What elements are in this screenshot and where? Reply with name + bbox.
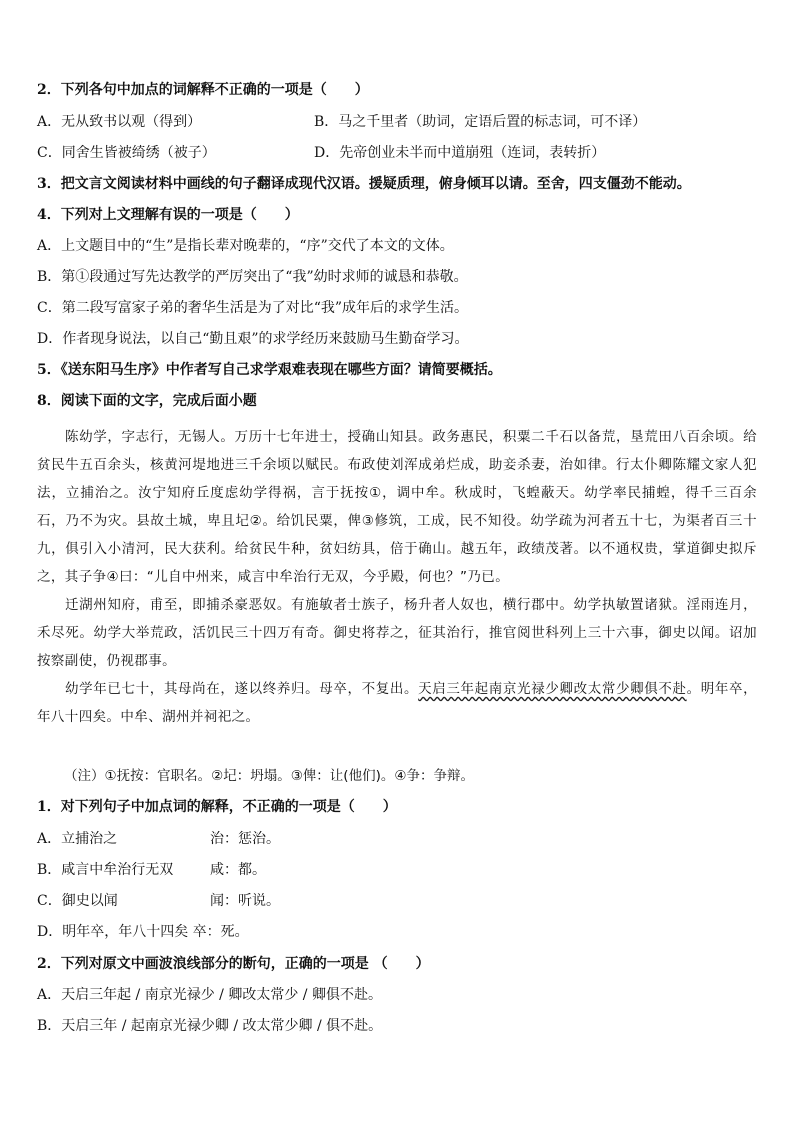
sub-question-2-stem: 2．下列对原文中画波浪线部分的断句，正确的一项是 （ ） (37, 956, 430, 972)
question-2-option-c: C．同舍生皆被绮绣（被子） (37, 145, 216, 161)
question-4-stem: 4．下列对上文理解有误的一项是（ ） (37, 207, 299, 223)
sub-question-1-option-c-text: C．御史以闻 (37, 893, 118, 909)
sub-question-1-option-a-gloss: 治：惩治。 (210, 831, 280, 847)
passage-paragraph-3-start: 幼学年已七十，其母尚在，遂以终养归。母卒，不复出。 (65, 681, 419, 697)
sub-question-1-option-c-gloss: 闻：听说。 (210, 893, 280, 909)
question-2-option-a: A．无从致书以观（得到） (37, 114, 202, 130)
reading-heading: 8．阅读下面的文字，完成后面小题 (37, 393, 257, 409)
passage-paragraph-1: 陈幼学，字志行，无锡人。万历十七年进士，授确山知县。政务惠民，积粟二千石以备荒，垦荒田八百余顷。给贫民牛五百余头，核黄河堤地进三千余顷以赋民。布政使刘浑成弟烂成，助妾杀妻，治如律。行太仆卿陈耀文家人犯法，立捕治之。汝宁知府丘度虑幼学得祸，言于抚按①，调中牟。秋成时，飞蝗蔽天。幼学率民捕蝗，得千三百余石，乃不为灾。县故土城，卑且圮②。给饥民粟，俾③修筑，工成，民不知役。幼学疏为河者五十七，为渠者百三十九，俱引入小清河，民大获利。给贫民牛种，贫妇纺具，倍于确山。越五年，政绩茂著。以不通权贵，掌道御史拟斥之，其子争④曰：“儿自中州来，咸言中牟治行无双，今乎殿，何也？”乃已。 (37, 429, 757, 585)
sub-question-1-option-d: D．明年卒，年八十四矣 卒：死。 (37, 924, 249, 940)
passage-notes: （注）①抚按：官职名。②圮：坍塌。③俾：让(他们)。④争：争辩。 (64, 768, 474, 784)
question-4-option-c: C．第二段写富家子弟的奢华生活是为了对比“我”成年后的求学生活。 (37, 300, 469, 316)
question-5-stem: 5．《送东阳马生序》中作者写自己求学艰难表现在哪些方面？请简要概括。 (37, 362, 502, 378)
question-3-stem: 3．把文言文阅读材料中画线的句子翻译成现代汉语。援疑质理，俯身倾耳以请。至舍，四支僵劲不能动。 (37, 176, 691, 192)
sub-question-1-stem: 1．对下列句子中加点词的解释，不正确的一项是（ ） (37, 799, 397, 815)
question-2-option-b: B．马之千里者（助词，定语后置的标志词，可不译） (314, 114, 647, 130)
passage-paragraph-3 (37, 675, 757, 731)
passage-paragraph-3-end: 。明年卒，年八十四矣。中牟、湖州并祠祀之。 (37, 681, 758, 725)
wavy-underlined-sentence: 天启三年起南京光禄少卿改太常少卿俱不赴 (418, 681, 687, 697)
question-2-stem: 2．下列各句中加点的词解释不正确的一项是（ ） (37, 82, 369, 98)
sub-question-2-option-a: A．天启三年起 / 南京光禄少 / 卿改太常少 / 卿俱不赴。 (37, 987, 382, 1003)
question-4-option-d: D．作者现身说法，以自己“勤且艰”的求学经历来鼓励马生勤奋学习。 (37, 331, 469, 347)
sub-question-1-option-a-text: A．立捕治之 (37, 831, 118, 847)
sub-question-1-option-b-gloss: 咸：都。 (210, 862, 266, 878)
question-2-option-d: D．先帝创业未半而中道崩殂（连词，表转折） (314, 145, 606, 161)
question-4-option-a: A．上文题目中的“生”是指长辈对晚辈的，“序”交代了本文的文体。 (37, 238, 454, 254)
question-4-option-b: B．第①段通过写先达教学的严厉突出了“我”幼时求师的诚恳和恭敬。 (37, 269, 468, 285)
passage-paragraph-2: 迁湖州知府，甫至，即捕杀豪恶奴。有施敏者士族子，杨升者人奴也，横行郡中。幼学执敏置诸狱。淫雨连月，禾尽死。幼学大举荒政，活饥民三十四万有奇。御史将荐之，征其治行，推官阅世科列上三十六事，御史以闻。诏加按察副使，仍视郡事。 (37, 597, 757, 669)
sub-question-2-option-b: B．天启三年 / 起南京光禄少卿 / 改太常少卿 / 俱不赴。 (37, 1018, 383, 1034)
reading-passage (37, 423, 757, 731)
sub-question-1-option-b-text: B．咸言中牟治行无双 (37, 862, 174, 878)
